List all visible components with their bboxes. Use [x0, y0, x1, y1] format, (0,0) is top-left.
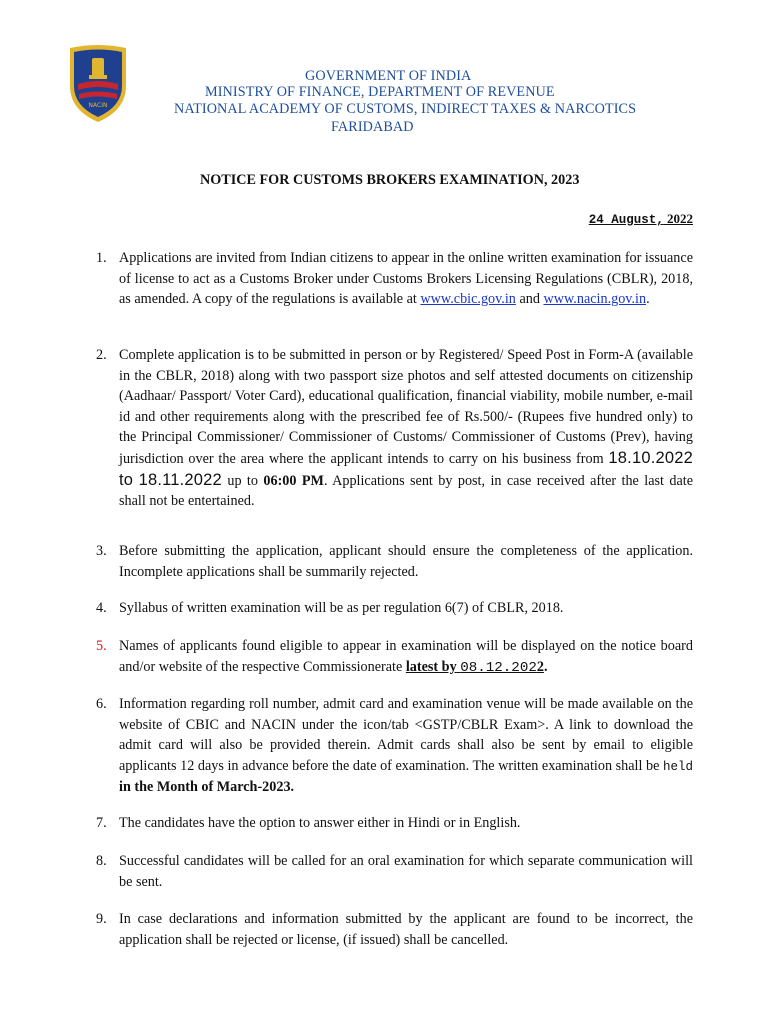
header-city: FARIDABAD: [331, 119, 414, 135]
application-end-time: 06:00 PM: [263, 472, 324, 489]
item-number: 2.: [96, 347, 107, 363]
emblem-shield-icon: [64, 44, 132, 124]
latest-by-label: latest by: [405, 658, 457, 675]
date-year: 2022: [667, 211, 693, 226]
exam-month: in the Month of March-2023.: [119, 779, 295, 796]
date-day-month: 24 August,: [588, 213, 664, 227]
item-text-and: and: [519, 291, 540, 308]
header-ministry: MINISTRY OF FINANCE, DEPARTMENT OF REVENUE: [205, 84, 555, 100]
item-number: 3.: [96, 543, 107, 559]
list-item: [96, 636, 693, 678]
item-text: In case declarations and information submitted by the applicant are found to be incorrect, the application shall be rejected or license, (if issued) shall be cancelled.: [119, 911, 693, 948]
item-text: Before submitting the application, applicant should ensure the completeness of the application. Incomplete applications shall be summarily rejected.: [119, 543, 693, 580]
item-text: Names of applicants found eligible to appear in examination will be displayed on the notice board and/or website of the respective Commissionerate: [119, 638, 693, 675]
item-number: 7.: [96, 815, 107, 831]
list-item: [96, 345, 693, 512]
cbic-link[interactable]: www.cbic.gov.in: [420, 291, 516, 308]
nacin-emblem: [64, 44, 132, 124]
item-number: 4.: [96, 600, 107, 616]
notice-date: [589, 211, 693, 227]
latest-by-date: 08.12.202: [460, 659, 537, 676]
emblem-banner-text: NACIN: [88, 102, 108, 109]
item-text-to: to: [119, 470, 134, 489]
header-academy: NATIONAL ACADEMY OF CUSTOMS, INDIRECT TAXES & NARCOTICS: [174, 101, 637, 117]
item-text-up-to: up to: [227, 472, 258, 489]
item-text: Applications are invited from Indian citizens to appear in the online written examination for issuance of license to act as a Customs Broker under Customs Brokers Licensing Regulations (CBLR), 2018, as amended. A copy of the regulations is available at: [119, 250, 693, 308]
list-item: [96, 541, 693, 582]
item-text: Syllabus of written examination will be as per regulation 6(7) of CBLR, 2018.: [119, 600, 564, 616]
list-item: [96, 248, 693, 310]
item-text-end: .: [646, 291, 650, 308]
item-text: Complete application is to be submitted in person or by Registered/ Speed Post in Form-A (available in the CBLR, 2018) along with two passport size photos and self attested documents on citizenship (Aadhaar/ Passport/ Voter Card), educational qualification, financial viability, mobile number, e-mail id and other requirements along with the prescribed fee of Rs.500/- (Rupees five hundred only) to the Principal Commissioner/ Commissioner of Customs/ Commissioner of Customs (Prev), having jurisdiction over the area where the applicant intends to carry on his business from: [119, 347, 693, 467]
item-number: 9.: [96, 911, 107, 927]
item-text: The candidates have the option to answer either in Hindi or in English.: [119, 815, 521, 831]
item-text: Successful candidates will be called for an oral examination for which separate communication will be sent.: [119, 853, 693, 890]
list-item: [96, 598, 693, 619]
header-government: GOVERNMENT OF INDIA: [305, 68, 472, 84]
application-end-date: 18.11.2022: [138, 470, 222, 489]
latest-by-date-last: 2: [536, 658, 544, 675]
item-text: Information regarding roll number, admit card and examination venue will be made available on the website of CBIC and NACIN under the icon/tab <GSTP/CBLR Exam>. A link to download the admit card will also be provided therein. Admit cards shall also be sent by email to eligible applicants 12 days in advance before the date of examination. The written examination shall be: [119, 696, 693, 774]
list-item: [96, 694, 693, 798]
item-text-held: held: [663, 759, 694, 774]
application-start-date: 18.10.2022: [608, 448, 693, 467]
item-number: 6.: [96, 696, 107, 712]
notice-title: NOTICE FOR CUSTOMS BROKERS EXAMINATION, 2023: [200, 172, 580, 188]
eligible-list-date: [406, 659, 544, 675]
list-item: [96, 813, 693, 834]
list-item: [96, 909, 693, 950]
item-text-end: .: [543, 658, 548, 675]
nacin-link[interactable]: www.nacin.gov.in: [543, 291, 647, 308]
item-number: 8.: [96, 853, 107, 869]
list-item: [96, 851, 693, 892]
item-number: 1.: [96, 250, 107, 266]
item-number: 5.: [96, 638, 107, 654]
item-text-rest: . Applications sent by post, in case received after the last date shall not be entertained.: [119, 472, 693, 510]
